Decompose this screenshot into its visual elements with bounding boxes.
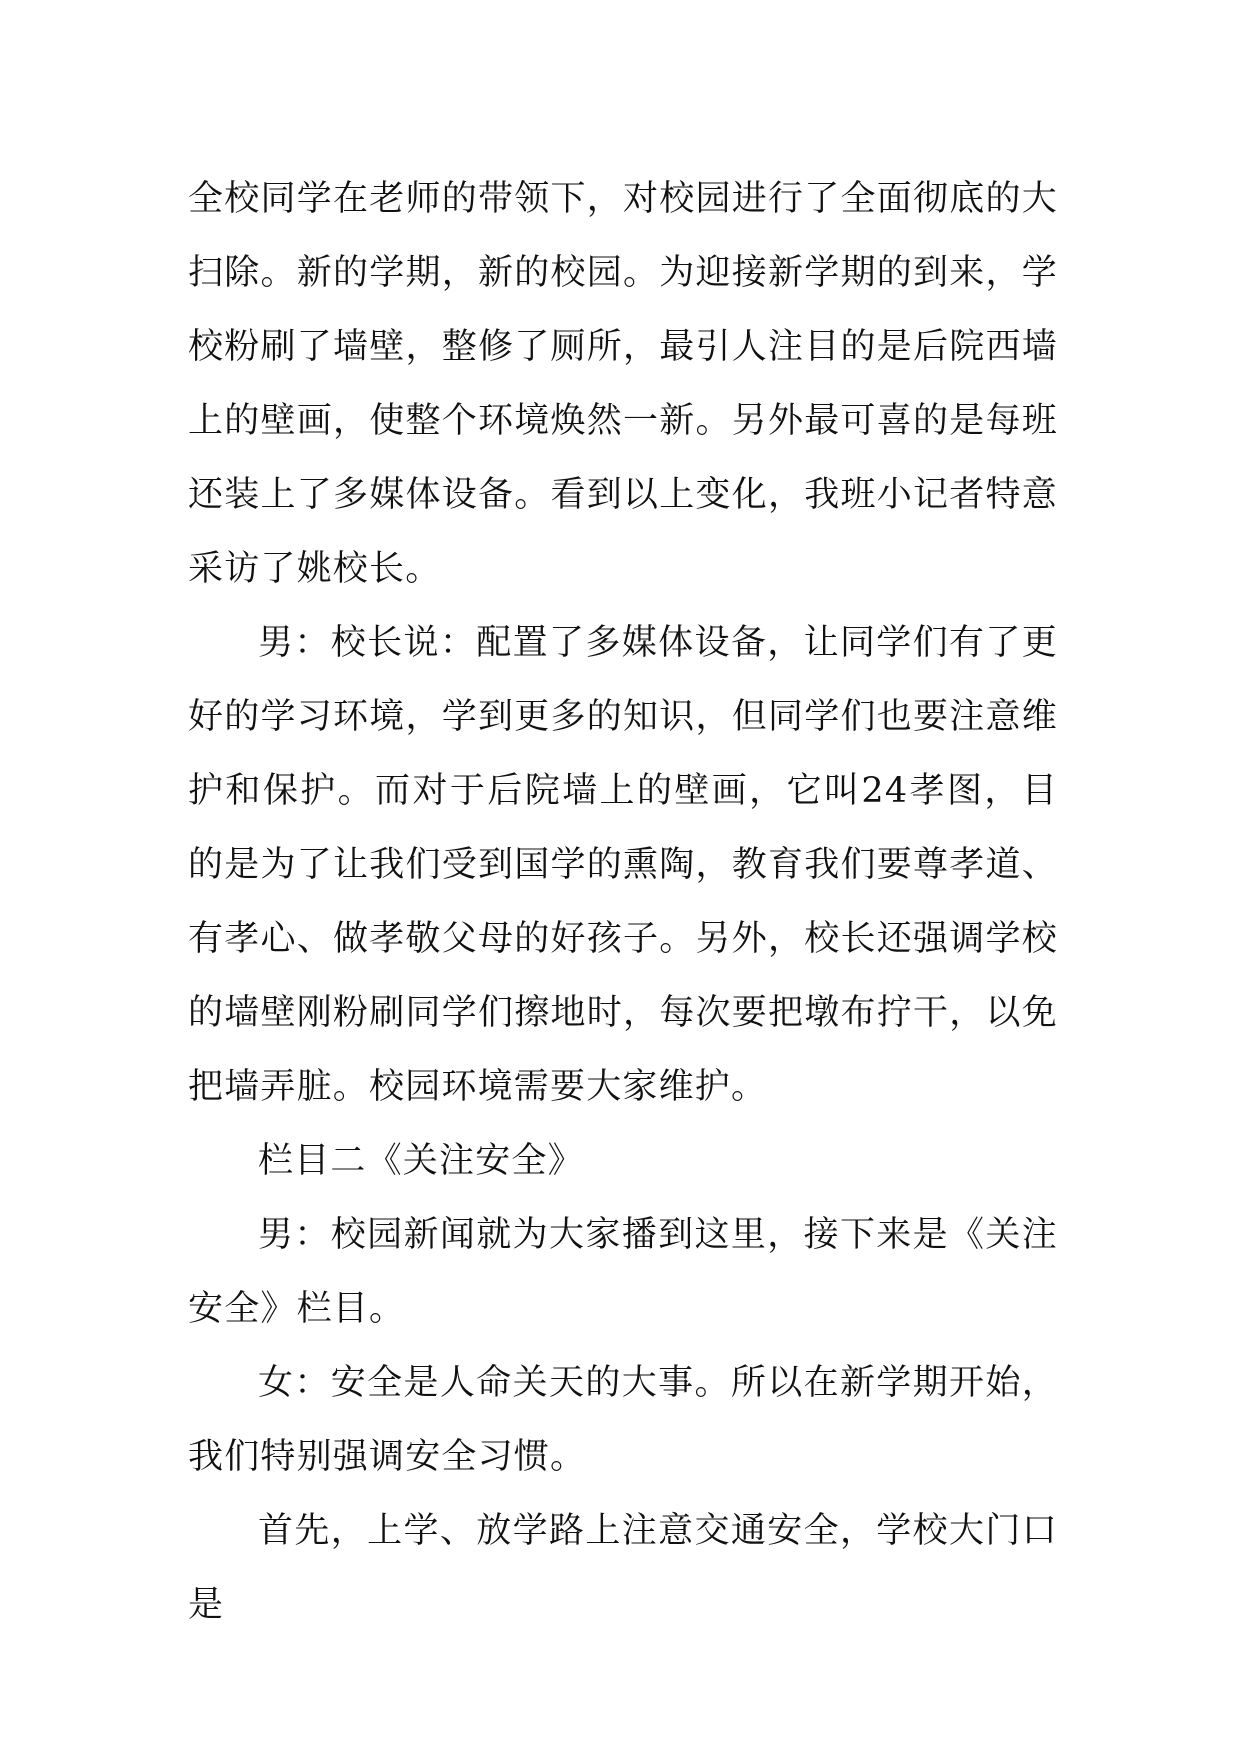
paragraph-male-host-transition: 男：校园新闻就为大家播到这里，接下来是《关注安全》栏目。 bbox=[188, 1215, 1058, 1329]
paragraph-female-host-safety: 女：安全是人命关天的大事。所以在新学期开始，我们特别强调安全习惯。 bbox=[188, 1363, 1058, 1477]
paragraph-cleaning-report: 全校同学在老师的带领下，对校园进行了全面彻底的大扫除。新的学期，新的校园。为迎接新学期的到来，学校粉刷了墙壁，整修了厕所，最引人注目的是后院西墙上的壁画，使整个环境焕然一新。另外最可喜的是每班还装上了多媒体设备。看到以上变化，我班小记者特意采访了姚校长。 bbox=[188, 179, 1058, 589]
document-body bbox=[188, 162, 1058, 1642]
section-heading-safety: 栏目二《关注安全》 bbox=[258, 1141, 584, 1181]
paragraph-traffic-safety: 首先，上学、放学路上注意交通安全，学校大门口是 bbox=[188, 1511, 1058, 1625]
paragraph-principal-interview: 男：校长说：配置了多媒体设备，让同学们有了更好的学习环境，学到更多的知识，但同学们也要注意维护和保护。而对于后院墙上的壁画，它叫24孝图，目的是为了让我们受到国学的熏陶，教育我们要尊孝道、有孝心、做孝敬父母的好孩子。另外，校长还强调学校的墙壁刚粉刷同学们擦地时，每次要把墩布拧干，以免把墙弄脏。校园环境需要大家维护。 bbox=[188, 623, 1058, 1107]
